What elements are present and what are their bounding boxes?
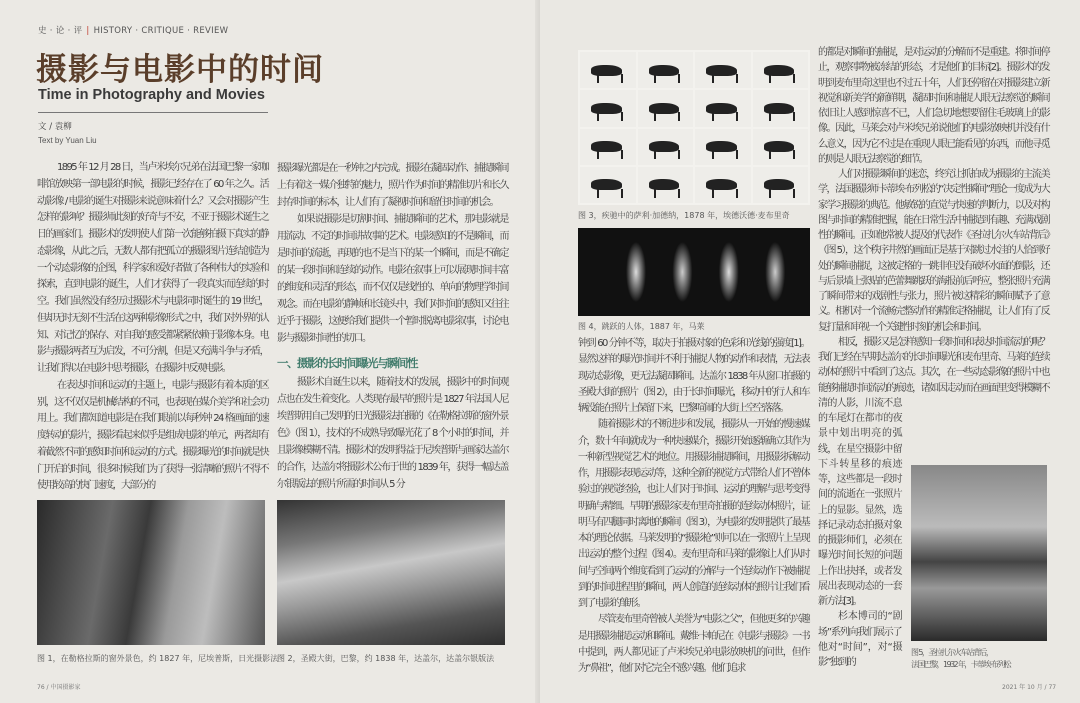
paragraph: 的都是对瞬间的捕捉，是对运动的分解而不是重建。将时间停止，观察事物被冻结的形态，才是他们的目标[2]。摄影术的发明到麦布里奇这里也不过五十年，人们还停留在对摄影建立新视觉和新美学的新鲜期，凝固时间和捕捉人眼无法察觉的瞬间依旧让人感到惊喜不已，人们急切地想要留住毛玻璃上的影像。因此，马莱会对卢米埃兄弟说他们的电影放映机并没有什么意义，因为它不过是在重现人眼已能看见的东西，而他寻觅的则是人眼无法察觉的细节。 — [818, 47, 1049, 165]
paragraph: 摄影术自诞生以来，随着技术的发展，摄影中的时间观点也在发生着变化。人类现存最早的照片是 1827 年法国人尼埃普斯用自己发明的日光摄影法拍摄的《在勒格拉斯的窗外景色》（图 1），技术的不成熟导致曝光花了 8 个小时的时间，并且影像模糊不清。摄影术的发明得益于尼埃普斯与画家达盖尔的合作，达盖尔将摄影术公布于世的 1839 年，获得一幅达盖尔银版法的照片所需的时间从 5 分 — [277, 377, 508, 490]
page-number-left: 76 / 中国摄影家 — [37, 684, 81, 691]
right-column-2 — [818, 45, 1049, 670]
figure-5-caption-line2: 法国巴黎，1932 年，卡蒂埃·布列松 — [911, 660, 1011, 669]
left-column-1 — [37, 160, 268, 495]
byline-cn: 文 / 袁柳 — [38, 122, 72, 132]
paragraph: 相反，摄影又是怎样感知一段时间和表达时间流动的呢？我们已经在早期达盖尔的长时间曝光和麦布里奇、马莱的连续动体的照片中看到了这点。其次，在一些动态影像的照片中也能够捕捉时间流动的痕迹，诸如因走动而在画面里变得模糊不清的人影，川流不息的车尾灯在都市的夜景中划出明亮的弧线，在星空摄影中留下斗转星移的痕迹等，这些都是一段时间的流逝在一张照片上的显影。显然，选择记录动态拍摄对象的摄影师们，必须在曝光时间长短的问题上作出抉择，或者发展出表现动态的一套新方法[3]。 — [818, 336, 1049, 607]
kicker-cn: 史 · 论 · 评 — [38, 26, 83, 36]
paragraph: 1895 年 12 月 28 日，当卢米埃尔兄弟在法国巴黎一家咖啡馆放映第一部电影的时候，摄影已经存在了 60 年之久。活动影像 / 电影的诞生对摄影来说意味着什么？又会对摄影产生怎样的影响？摄影师此刻的好奇与不安，不亚于摄影术诞生之日的画家们。摄影术的发明使人们第一次能够拍摄下真实的静态影像，从此之后，无数人都有把孤立的摄影图片连结创造为一个动态影像的企图，科学家和爱好者做了各种伟大的实验和探索，直到电影的诞生，人们才获得了一段真实而连续的时空。我们虽然没有经历过摄影术与电影同时诞生的 19 世纪，但却无时无刻不生活在这两种影像形式之中，我们对外界的认知、对记忆的保存、对自我的感受都紧紧依赖于影像本身。电影与摄影两者互为启发，不可分割，但是又充满斗争与矛盾，让我们得以在电影中思考摄影，在摄影中反观电影。 — [37, 162, 268, 374]
paragraph: 摄影曝光都是在一秒钟之内完成。摄影在凝固动作、捕捉瞬间上有着这一媒介独特的魅力，照片作为时间的精准切片和长久封存时间的标本，让人们有了凝视时间和留住时间的机会。 — [277, 163, 508, 208]
figure-1-image — [37, 500, 265, 645]
right-column-1 — [578, 336, 809, 677]
paragraph: 人们对摄影瞬间的迷恋，终究让抓拍成为摄影的主流美学，法国摄影师卡蒂埃·布列松的“决定性瞬间”理论一度成为大家学习摄影的典范。他敏锐的直觉与快速的判断力，以及对构图与时间的精准把握，能在日常生活中捕捉到有趣、充满戏剧性的瞬间。正如他常被人提及的代表作《圣拉扎尔火车站背后》（图 5），这个秩序井然的画面正是基于对跳过水洼的人恰到好处的瞬间捕捉，这被定格的一跳非但没有破坏水面的倒影，还与后景墙上张贴的芭蕾舞跳跃的海报前后呼应，整张照片充满了瞬间带来的戏剧性与张力，照片被这精彩的瞬间赋予了意义。相机对一个流畅完整动作的精准定格捕捉，让人们有了反复打量和审视一个关键性时刻的机会和时间。 — [818, 169, 1049, 333]
figure-2-caption: 图 2，圣殿大街，巴黎，约 1838 年，达盖尔，达盖尔银版法 — [277, 654, 495, 663]
paragraph: 杉本博司的“剧场”系列向我们展示了他对“时间”，对“摄影”独到的 — [818, 611, 901, 668]
article-title-cn: 摄影与电影中的时间 — [36, 52, 324, 88]
kicker-en: HISTORY · CRITIQUE · REVIEW — [93, 26, 229, 36]
paragraph: 随着摄影术的不断进步和发展，摄影从一开始的慢速媒介，数十年间就成为一种快速媒介，摄影开始逐渐确立其作为一种新型视觉艺术的地位。用摄影捕捉瞬间，用摄影拆解动作，用摄影表现运动等，这种全新的视觉方式带给人们不曾体验过的视觉经验，也让人们对于时间、运动的理解与思考变得明确与精细。早期的摄影家麦布里奇拍摄的连续动体照片，证明马有四腿同时离地的瞬间（图 3），为电影的发明提供了最基本的理论依据。马莱发明的“摄影枪”则可以在一张照片上呈现出运动的整个过程（图 4）。麦布里奇和马莱的影像让人们从时间与空间两个维度看到了运动的分解与一个连续动作下被捕捉到的时间进程里的瞬间，两人创造的连续动体的照片让我们看到了电影的雏形。 — [578, 419, 809, 609]
paragraph: 钟到 60 分钟不等，取决于拍摄对象的色彩和光线的强度[1]。显然这样的曝光时间并不利于捕捉人物的动作和表情，无法表现动态影像，更无法凝固瞬间。达盖尔 1838 年从窗口拍摄的圣殿大街的照片（图 2），由于长时间曝光，移动中的行人和车辆没能在照片上保留下来，巴黎喧闹的大街上空空落落。 — [578, 338, 809, 414]
figure-4-caption: 图 4，跳跃的人体，1887 年，马莱 — [578, 322, 705, 331]
figure-5-image — [911, 465, 1047, 641]
figure-1-caption: 图 1，在勒格拉斯的窗外景色，约 1827 年，尼埃普斯，日光摄影法 — [37, 654, 279, 663]
section-kicker — [38, 24, 228, 36]
figure-3-caption: 图 3，疾驰中的萨利·加德纳，1878 年，埃德沃德·麦布里奇 — [578, 211, 790, 220]
figure-2-image — [277, 500, 505, 645]
figure-5 — [909, 407, 1049, 667]
right-page — [540, 0, 1080, 703]
kicker-separator: | — [86, 26, 90, 36]
article-title-en: Time in Photography and Movies — [38, 87, 265, 103]
section-heading: 一、摄影的长时间曝光与瞬间性 — [277, 356, 417, 370]
paragraph: 在表达时间和运动的主题上，电影与摄影有着本质的区别，这不仅仅是机械结构的不同，也表现在媒介美学和社会功用上。我们都知道电影是在我们眼前以每秒钟 24 格画面的速度转动的影片，摄影看起来似乎是组成电影的单元，两者却有着截然不同的感知时间和运动的方式。摄影曝光的时间就是快门开启的时间，很多时候我们为了获得一张清晰的照片不得不使用较高的快门速度，大部分的 — [37, 379, 268, 492]
figure-3-image — [578, 50, 810, 205]
byline-en: Text by Yuan Liu — [38, 136, 97, 145]
title-divider — [38, 112, 268, 113]
page-number-right: 2021 年 10 月 / 77 — [1002, 684, 1057, 691]
figure-5-caption — [911, 647, 1071, 671]
paragraph: 尽管麦布里奇曾被人美誉为“电影之父”，但他更多的兴趣是用摄影捕捉运动和瞬间。戴维·卡帕尼在《电影与摄影》一书中提到，两人都见证了卢米埃兄弟电影放映机的问世，但作为“鼻祖”，他们对它完全不感兴趣。他们追求 — [578, 614, 809, 674]
figure-4-image — [578, 228, 810, 316]
left-column-2 — [277, 160, 508, 493]
figure-5-caption-line1: 图 5，圣拉扎尔火车站背后， — [911, 648, 993, 657]
paragraph: 如果说摄影是切割时间、捕捉瞬间的艺术，那电影就是用流动、不定的时间讲故事的艺术。电影感知的不是瞬间，而是时间的流逝，再现的也不是当下的某一个瞬间，而是不确定的某一段时间和连续的动作。电影在叙事上可以展现时间丰富的维度和灵活的形态，而不仅仅是线性的、单向的物理学时间观念。而在电影的静帧和长镜头中，我们对时间的感知又往往近乎于摄影，这便给我们提供一个暂时脱离电影叙事，讨论电影与摄影时间性的切口。 — [277, 214, 508, 344]
